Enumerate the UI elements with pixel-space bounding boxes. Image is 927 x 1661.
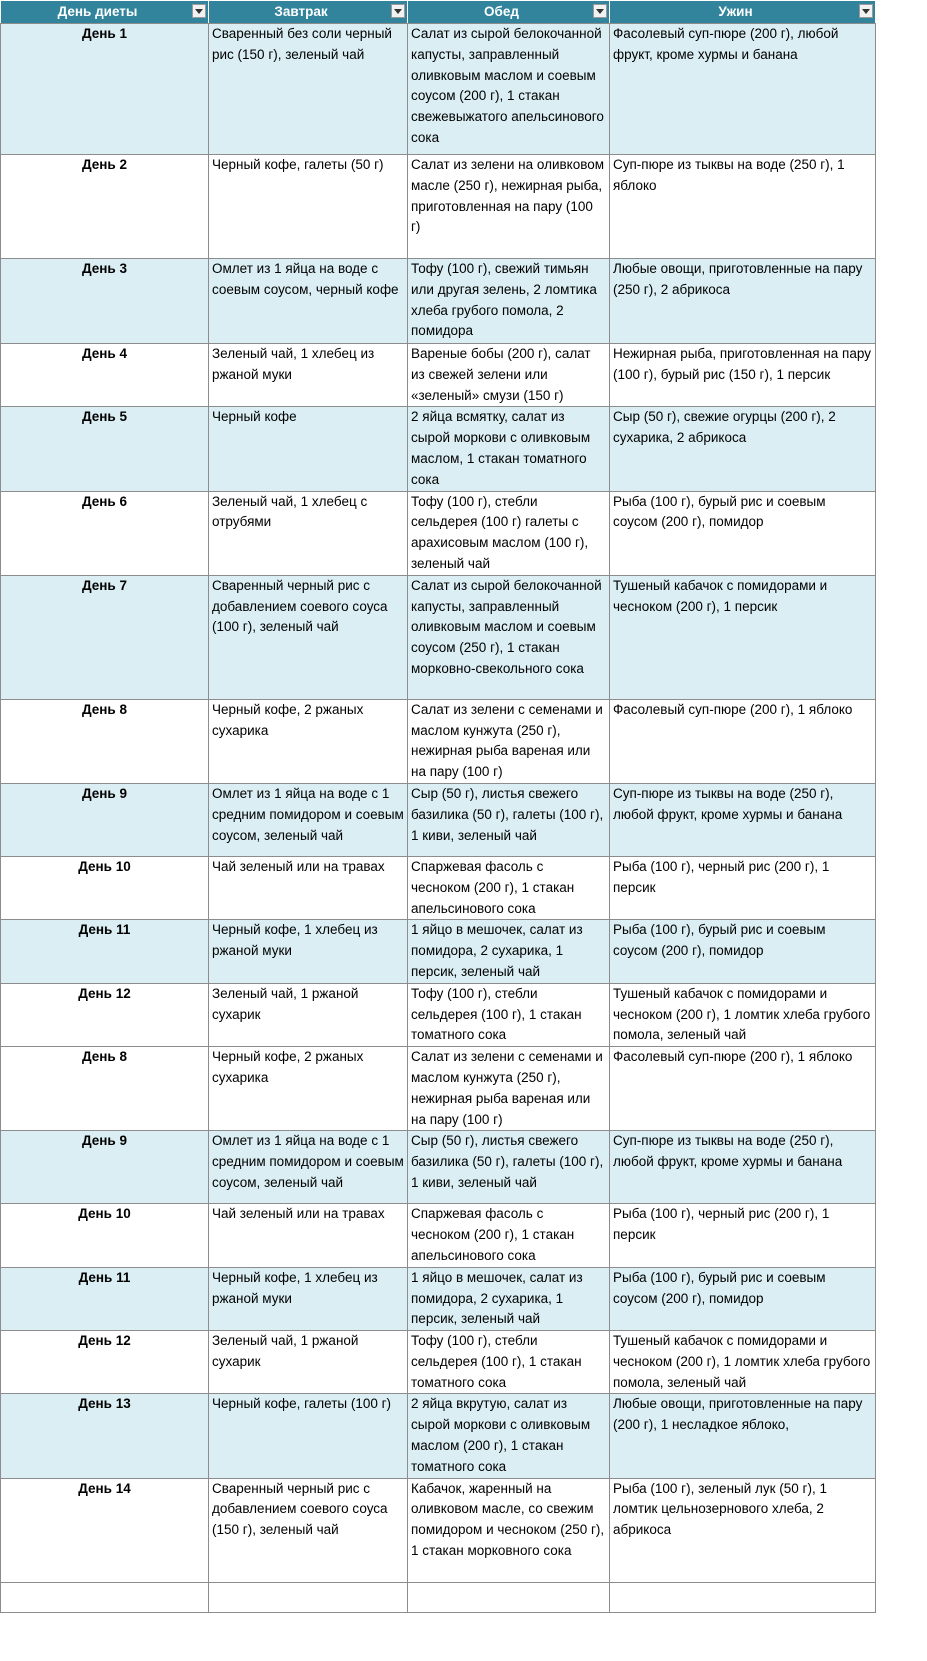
day-cell[interactable]: День 5	[1, 407, 209, 491]
breakfast-cell[interactable]: Омлет из 1 яйца на воде с соевым соусом, черный кофе	[209, 259, 408, 344]
dinner-cell[interactable]: Рыба (100 г), бурый рис и соевым соусом (200 г), помидор	[610, 920, 876, 983]
lunch-cell[interactable]: 2 яйца вкрутую, салат из сырой моркови с оливковым маслом (200 г), 1 стакан томатного сока	[408, 1394, 610, 1478]
day-cell[interactable]: День 14	[1, 1478, 209, 1582]
column-header-dinner[interactable]	[610, 1, 876, 24]
dinner-cell[interactable]: Рыба (100 г), черный рис (200 г), 1 персик	[610, 1204, 876, 1267]
lunch-cell[interactable]: Вареные бобы (200 г), салат из свежей зелени или «зеленый» смузи (150 г)	[408, 344, 610, 407]
breakfast-cell[interactable]: Черный кофе, 1 хлебец из ржаной муки	[209, 920, 408, 983]
breakfast-cell[interactable]: Черный кофе, 2 ржаных сухарика	[209, 1047, 408, 1131]
breakfast-cell[interactable]: Зеленый чай, 1 хлебец из ржаной муки	[209, 344, 408, 407]
column-header-lunch[interactable]	[408, 1, 610, 24]
breakfast-cell[interactable]: Черный кофе, 1 хлебец из ржаной муки	[209, 1267, 408, 1330]
table-row	[1, 699, 876, 783]
day-cell[interactable]: День 6	[1, 491, 209, 575]
dinner-cell[interactable]: Любые овощи, приготовленные на пару (200 г), 1 несладкое яблоко,	[610, 1394, 876, 1478]
table-row	[1, 920, 876, 983]
dinner-cell[interactable]: Тушеный кабачок с помидорами и чесноком (200 г), 1 ломтик хлеба грубого помола, зеленый чай	[610, 1331, 876, 1394]
lunch-cell[interactable]: Тофу (100 г), стебли сельдерея (100 г) галеты с арахисовым маслом (100 г), зеленый чай	[408, 491, 610, 575]
column-header-label: Ужин	[718, 3, 753, 19]
lunch-cell[interactable]: Салат из зелени на оливковом масле (250 г), нежирная рыба, приготовленная на пару (100 г)	[408, 155, 610, 259]
table-row	[1, 1394, 876, 1478]
dinner-cell[interactable]: Суп-пюре из тыквы на воде (250 г), любой фрукт, кроме хурмы и банана	[610, 783, 876, 856]
day-cell[interactable]	[1, 1582, 209, 1612]
lunch-cell[interactable]: Сыр (50 г), листья свежего базилика (50 г), галеты (100 г), 1 киви, зеленый чай	[408, 1131, 610, 1204]
breakfast-cell[interactable]: Омлет из 1 яйца на воде с 1 средним помидором и соевым соусом, зеленый чай	[209, 783, 408, 856]
dinner-cell[interactable]: Рыба (100 г), черный рис (200 г), 1 персик	[610, 856, 876, 919]
day-cell[interactable]: День 7	[1, 575, 209, 699]
column-header-label: Обед	[484, 3, 519, 19]
lunch-cell[interactable]: Салат из зелени с семенами и маслом кунжута (250 г), нежирная рыба вареная или на пару (100 г)	[408, 1047, 610, 1131]
day-cell[interactable]: День 8	[1, 1047, 209, 1131]
breakfast-cell[interactable]: Черный кофе, 2 ржаных сухарика	[209, 699, 408, 783]
dinner-cell[interactable]: Фасолевый суп-пюре (200 г), любой фрукт, кроме хурмы и банана	[610, 24, 876, 155]
breakfast-cell[interactable]: Черный кофе	[209, 407, 408, 491]
dinner-cell[interactable]: Суп-пюре из тыквы на воде (250 г), 1 яблоко	[610, 155, 876, 259]
dinner-cell[interactable]: Тушеный кабачок с помидорами и чесноком (200 г), 1 персик	[610, 575, 876, 699]
dinner-cell[interactable]: Фасолевый суп-пюре (200 г), 1 яблоко	[610, 1047, 876, 1131]
table-row	[1, 856, 876, 919]
table-row	[1, 1478, 876, 1582]
lunch-cell[interactable]: Тофу (100 г), стебли сельдерея (100 г), 1 стакан томатного сока	[408, 1331, 610, 1394]
table-row	[1, 575, 876, 699]
breakfast-cell[interactable]: Сваренный без соли черный рис (150 г), зеленый чай	[209, 24, 408, 155]
column-header-label: День диеты	[57, 3, 138, 19]
lunch-cell[interactable]: Сыр (50 г), листья свежего базилика (50 г), галеты (100 г), 1 киви, зеленый чай	[408, 783, 610, 856]
column-header-breakfast[interactable]	[209, 1, 408, 24]
dinner-cell[interactable]: Суп-пюре из тыквы на воде (250 г), любой фрукт, кроме хурмы и банана	[610, 1131, 876, 1204]
lunch-cell[interactable]: 1 яйцо в мешочек, салат из помидора, 2 сухарика, 1 персик, зеленый чай	[408, 920, 610, 983]
breakfast-cell[interactable]: Зеленый чай, 1 ржаной сухарик	[209, 1331, 408, 1394]
lunch-cell[interactable]: 2 яйца всмятку, салат из сырой моркови с оливковым маслом, 1 стакан томатного сока	[408, 407, 610, 491]
lunch-cell[interactable]: Тофу (100 г), стебли сельдерея (100 г), 1 стакан томатного сока	[408, 983, 610, 1046]
column-header-day[interactable]	[1, 1, 209, 24]
filter-dropdown-arrow-icon[interactable]	[859, 4, 873, 18]
breakfast-cell[interactable]	[209, 1582, 408, 1612]
filter-dropdown-arrow-icon[interactable]	[192, 4, 206, 18]
day-cell[interactable]: День 10	[1, 856, 209, 919]
table-row	[1, 1331, 876, 1394]
day-cell[interactable]: День 9	[1, 783, 209, 856]
header-row	[1, 1, 876, 24]
breakfast-cell[interactable]: Зеленый чай, 1 ржаной сухарик	[209, 983, 408, 1046]
dinner-cell[interactable]	[610, 1582, 876, 1612]
breakfast-cell[interactable]: Черный кофе, галеты (50 г)	[209, 155, 408, 259]
table-row-empty	[1, 1582, 876, 1612]
day-cell[interactable]: День 12	[1, 1331, 209, 1394]
dinner-cell[interactable]: Рыба (100 г), бурый рис и соевым соусом (200 г), помидор	[610, 1267, 876, 1330]
table-row	[1, 783, 876, 856]
lunch-cell[interactable]: Спаржевая фасоль с чесноком (200 г), 1 стакан апельсинового сока	[408, 1204, 610, 1267]
dinner-cell[interactable]: Тушеный кабачок с помидорами и чесноком (200 г), 1 ломтик хлеба грубого помола, зеленый чай	[610, 983, 876, 1046]
dinner-cell[interactable]: Любые овощи, приготовленные на пару (250 г), 2 абрикоса	[610, 259, 876, 344]
lunch-cell[interactable]	[408, 1582, 610, 1612]
lunch-cell[interactable]: Спаржевая фасоль с чесноком (200 г), 1 стакан апельсинового сока	[408, 856, 610, 919]
day-cell[interactable]: День 8	[1, 699, 209, 783]
breakfast-cell[interactable]: Зеленый чай, 1 хлебец с отрубями	[209, 491, 408, 575]
filter-dropdown-arrow-icon[interactable]	[391, 4, 405, 18]
dinner-cell[interactable]: Фасолевый суп-пюре (200 г), 1 яблоко	[610, 699, 876, 783]
dinner-cell[interactable]: Нежирная рыба, приготовленная на пару (100 г), бурый рис (150 г), 1 персик	[610, 344, 876, 407]
day-cell[interactable]: День 10	[1, 1204, 209, 1267]
dinner-cell[interactable]: Сыр (50 г), свежие огурцы (200 г), 2 сухарика, 2 абрикоса	[610, 407, 876, 491]
day-cell[interactable]: День 1	[1, 24, 209, 155]
table-row	[1, 1204, 876, 1267]
day-cell[interactable]: День 11	[1, 1267, 209, 1330]
lunch-cell[interactable]: Салат из зелени с семенами и маслом кунжута (250 г), нежирная рыба вареная или на пару (100 г)	[408, 699, 610, 783]
lunch-cell[interactable]: 1 яйцо в мешочек, салат из помидора, 2 сухарика, 1 персик, зеленый чай	[408, 1267, 610, 1330]
table-row	[1, 1267, 876, 1330]
day-cell[interactable]: День 12	[1, 983, 209, 1046]
lunch-cell[interactable]: Салат из сырой белокочанной капусты, заправленный оливковым маслом и соевым соусом (200 г), 1 стакан свежевыжатого апельсинового сока	[408, 24, 610, 155]
day-cell[interactable]: День 9	[1, 1131, 209, 1204]
filter-dropdown-arrow-icon[interactable]	[593, 4, 607, 18]
table-row	[1, 491, 876, 575]
lunch-cell[interactable]: Салат из сырой белокочанной капусты, заправленный оливковым маслом и соевым соусом (250 г), 1 стакан морковно-свекольного сока	[408, 575, 610, 699]
day-cell[interactable]: День 2	[1, 155, 209, 259]
breakfast-cell[interactable]: Омлет из 1 яйца на воде с 1 средним помидором и соевым соусом, зеленый чай	[209, 1131, 408, 1204]
table-row	[1, 407, 876, 491]
breakfast-cell[interactable]: Черный кофе, галеты (100 г)	[209, 1394, 408, 1478]
table-row	[1, 24, 876, 155]
table-row	[1, 1131, 876, 1204]
table-row	[1, 344, 876, 407]
day-cell[interactable]: День 11	[1, 920, 209, 983]
column-header-label: Завтрак	[274, 3, 328, 19]
day-cell[interactable]: День 4	[1, 344, 209, 407]
table-row	[1, 983, 876, 1046]
table-row	[1, 155, 876, 259]
dinner-cell[interactable]: Рыба (100 г), зеленый лук (50 г), 1 ломтик цельнозернового хлеба, 2 абрикоса	[610, 1478, 876, 1582]
table-row	[1, 1047, 876, 1131]
table-row	[1, 259, 876, 344]
breakfast-cell[interactable]: Сваренный черный рис с добавлением соевого соуса (150 г), зеленый чай	[209, 1478, 408, 1582]
lunch-cell[interactable]: Кабачок, жаренный на оливковом масле, со свежим помидором и чесноком (250 г), 1 стакан морковного сока	[408, 1478, 610, 1582]
breakfast-cell[interactable]: Чай зеленый или на травах	[209, 1204, 408, 1267]
breakfast-cell[interactable]: Сваренный черный рис с добавлением соевого соуса (100 г), зеленый чай	[209, 575, 408, 699]
dinner-cell[interactable]: Рыба (100 г), бурый рис и соевым соусом (200 г), помидор	[610, 491, 876, 575]
breakfast-cell[interactable]: Чай зеленый или на травах	[209, 856, 408, 919]
day-cell[interactable]: День 13	[1, 1394, 209, 1478]
day-cell[interactable]: День 3	[1, 259, 209, 344]
lunch-cell[interactable]: Тофу (100 г), свежий тимьян или другая зелень, 2 ломтика хлеба грубого помола, 2 помидора	[408, 259, 610, 344]
